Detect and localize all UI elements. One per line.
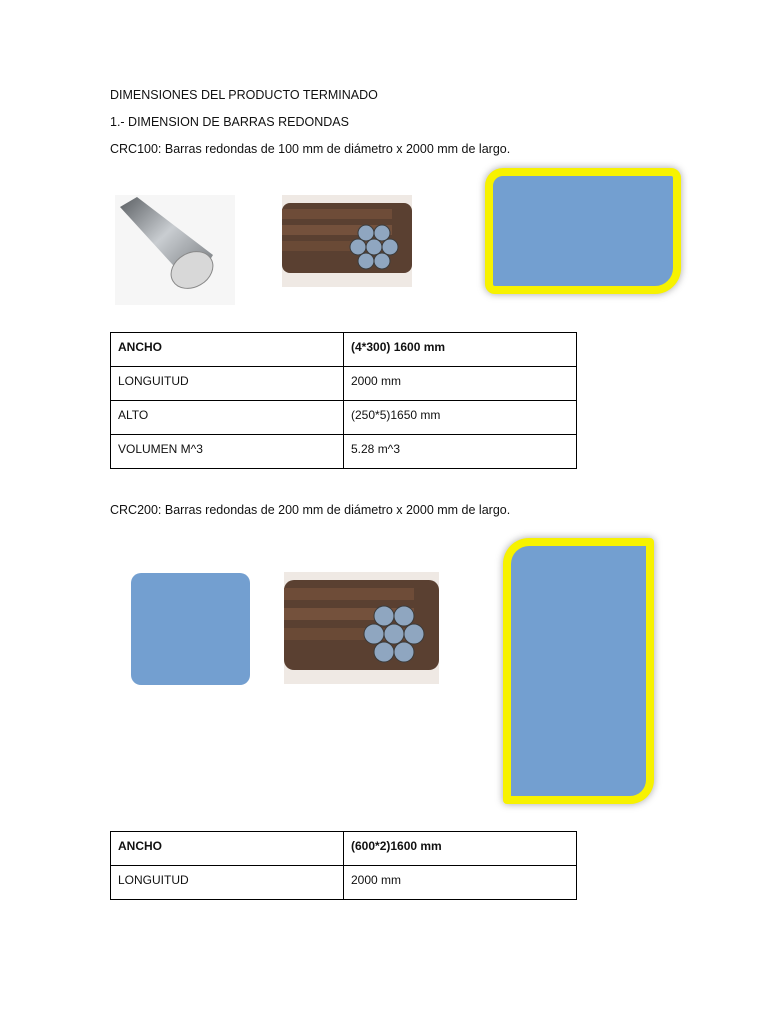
table-cell-label: LONGUITUD xyxy=(111,866,344,900)
table-cell-value: 2000 mm xyxy=(344,866,577,900)
table-row xyxy=(111,333,577,367)
crc200-description: CRC200: Barras redondas de 200 mm de diámetro x 2000 mm de largo. xyxy=(110,503,511,517)
table-row xyxy=(111,401,577,435)
table-row xyxy=(111,832,577,866)
table-cell-label: VOLUMEN M^3 xyxy=(111,435,344,469)
table-cell-label: ANCHO xyxy=(111,333,344,367)
table-row xyxy=(111,367,577,401)
single-round-bar-image xyxy=(115,195,235,305)
table-row xyxy=(111,866,577,900)
table-cell-value: (4*300) 1600 mm xyxy=(344,333,577,367)
section-title: 1.- DIMENSION DE BARRAS REDONDAS xyxy=(110,115,349,129)
table-cell-label: ALTO xyxy=(111,401,344,435)
table-cell-label: LONGUITUD xyxy=(111,367,344,401)
table-cell-value: (600*2)1600 mm xyxy=(344,832,577,866)
yellow-framed-shape-2 xyxy=(503,538,654,804)
table-cell-value: 2000 mm xyxy=(344,367,577,401)
bar-stack-image xyxy=(282,195,412,287)
bar-stack-image xyxy=(284,572,439,684)
crc200-dimensions-table xyxy=(110,831,577,900)
table-row xyxy=(111,435,577,469)
document-heading: DIMENSIONES DEL PRODUCTO TERMINADO xyxy=(110,88,378,102)
blue-square-shape xyxy=(131,573,250,685)
table-cell-value: 5.28 m^3 xyxy=(344,435,577,469)
table-cell-label: ANCHO xyxy=(111,832,344,866)
table-cell-value: (250*5)1650 mm xyxy=(344,401,577,435)
crc100-description: CRC100: Barras redondas de 100 mm de diámetro x 2000 mm de largo. xyxy=(110,142,511,156)
yellow-framed-shape-1 xyxy=(485,168,681,294)
crc100-dimensions-table xyxy=(110,332,577,469)
